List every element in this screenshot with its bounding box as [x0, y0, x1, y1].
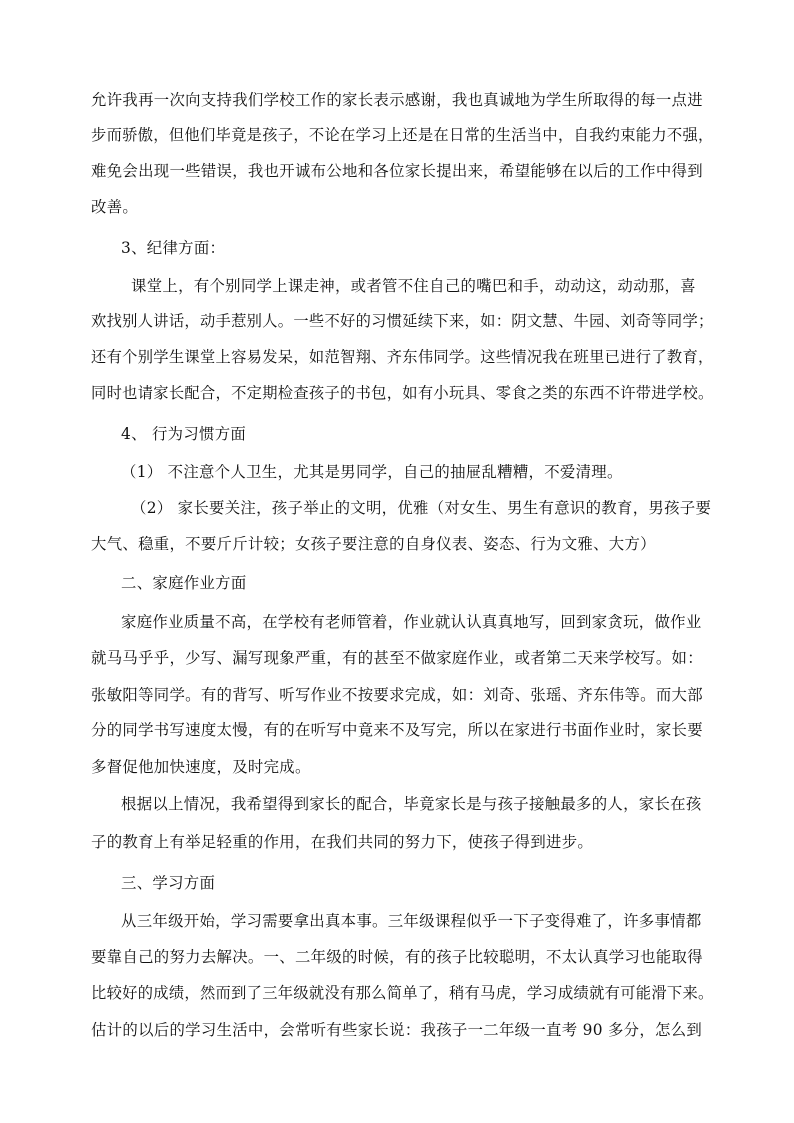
- body-line-15: 家庭作业质量不高，在学校有老师管着，作业就认认真真地写，回到家贪玩，做作业: [121, 613, 702, 631]
- body-line-24: 要靠自己的努力去解决。一、二年级的时候，有的孩子比较聪明，不太认真学习也能取得: [91, 948, 703, 966]
- body-line-18: 分的同学书写速度太慢，有的在听写中竟来不及写完，所以在家进行书面作业时，家长要: [91, 721, 703, 739]
- section-heading-behavior: 4、 行为习惯方面: [121, 425, 247, 443]
- body-line-19: 多督促他加快速度，及时完成。: [91, 758, 311, 776]
- body-line-26: 估计的以后的学习生活中，会常听有些家长说：我孩子一二年级一直考 90 多分，怎么到: [91, 1021, 703, 1039]
- section-heading-homework: 二、家庭作业方面: [121, 574, 247, 592]
- body-line-25: 比较好的成绩，然而到了三年级就没有那么简单了，稍有马虎，学习成绩就有可能滑下来。: [91, 984, 714, 1002]
- body-line-1: 允许我再一次向支持我们学校工作的家长表示感谢，我也真诚地为学生所取得的每一点进: [91, 91, 703, 109]
- body-line-3: 难免会出现一些错误，我也开诚布公地和各位家长提出来，希望能够在以后的工作中得到: [91, 162, 703, 180]
- body-line-4: 改善。: [91, 198, 139, 216]
- section-heading-discipline: 3、纪律方面：: [121, 239, 226, 257]
- list-item-2: （2） 家长要关注，孩子举止的文明，优雅（对女生、男生有意识的教育，男孩子要: [131, 499, 712, 517]
- body-line-6: 课堂上，有个别同学上课走神，或者管不住自己的嘴巴和手，动动这，动动那，喜: [131, 277, 696, 295]
- body-line-2: 步而骄傲，但他们毕竟是孩子，不论在学习上还是在日常的生活当中，自我约束能力不强，: [91, 126, 714, 144]
- list-item-1: （1） 不注意个人卫生，尤其是男同学，自己的抽屉乱糟糟，不爱清理。: [121, 463, 623, 481]
- body-line-17: 张敏阳等同学。有的背写、听写作业不按要求完成，如：刘奇、张瑶、齐东伟等。而大部: [91, 686, 703, 704]
- body-line-21: 子的教育上有举足轻重的作用，在我们共同的努力下，使孩子得到进步。: [91, 833, 594, 851]
- body-line-8: 还有个别学生课堂上容易发呆，如范智翔、齐东伟同学。这些情况我在班里已进行了教育，: [91, 348, 714, 366]
- body-line-16: 就马马乎乎，少写、漏写现象严重，有的甚至不做家庭作业，或者第二天来学校写。如：: [91, 649, 703, 667]
- body-line-13: 大气、稳重，不要斤斤计较；女孩子要注意的自身仪表、姿态、行为文雅、大方）: [91, 535, 656, 553]
- body-line-20: 根据以上情况，我希望得到家长的配合，毕竟家长是与孩子接触最多的人，家长在孩: [121, 795, 702, 813]
- section-heading-study: 三、学习方面: [121, 874, 216, 892]
- body-line-7: 欢找别人讲话，动手惹别人。一些不好的习惯延续下来，如：阴文慧、牛园、刘奇等同学；: [91, 312, 714, 330]
- body-line-9: 同时也请家长配合，不定期检查孩子的书包，如有小玩具、零食之类的东西不许带进学校。: [91, 384, 714, 402]
- body-line-23: 从三年级开始，学习需要拿出真本事。三年级课程似乎一下子变得难了，许多事情都: [121, 912, 702, 930]
